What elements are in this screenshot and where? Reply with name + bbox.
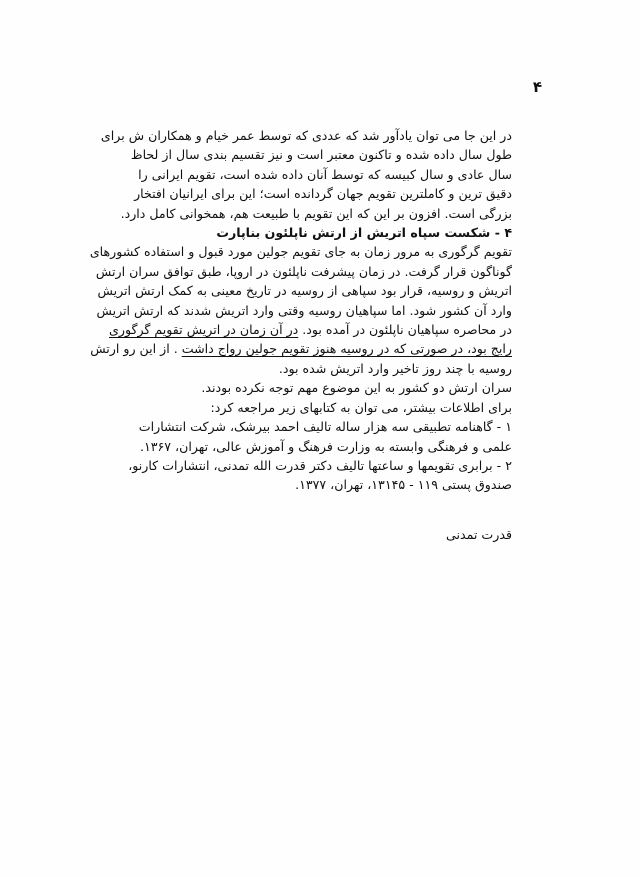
paragraph-line — [109, 320, 512, 339]
reference-item: علمی و فرهنگی وابسته به وزارت فرهنگ و آموزش عالی، تهران، ۱۳۶۷. — [139, 438, 512, 454]
paragraph-line: سال عادی و سال کبیسه که توسط آنان داده شده است، تقویم ایرانی را — [138, 166, 512, 182]
references-intro: برای اطلاعات بیشتر، می توان به کتابهای زیر مراجعه کرد: — [210, 399, 512, 415]
reference-item: ۲ - برابری تقویمها و ساعتها تالیف دکتر قدرت الله تمدنی، انتشارات کارنو، — [128, 457, 512, 473]
paragraph-line: بزرگی است. افزون بر این که این تقویم با طبیعت هم، همخوانی کامل دارد. — [120, 205, 512, 221]
paragraph-line: اتریش و روسیه، قرار بود سپاهی از روسیه در تاریخ معینی به کمک ارتش اتریش — [97, 283, 512, 299]
paragraph-line: تقویم گرگوری به مرور زمان به جای تقویم جولین مورد قبول و استفاده کشورهای — [89, 244, 512, 260]
author-signature: قدرت تمدنی — [446, 526, 512, 542]
paragraph-text: در محاصره سپاهیان ناپلئون در آمده بود. — [302, 322, 512, 338]
paragraph-line: دقیق ترین و کاملترین تقویم جهان گردانده است؛ این برای ایرانیان افتخار — [134, 186, 512, 202]
paragraph-line: روسیه با چند روز تاخیر وارد اتریش شده بود. — [278, 360, 512, 376]
paragraph-line: وارد آن کشور شود. اما سپاهیان روسیه وقتی وارد اتریش شدند که ارتش اتریش — [96, 302, 512, 318]
reference-item: ۱ - گاهنامه تطبیقی سه هزار ساله تالیف احمد بیرشک، شرکت انتشارات — [138, 419, 512, 435]
paragraph-line: سران ارتش دو کشور به این موضوع مهم توجه نکرده بودند. — [201, 380, 512, 396]
reference-item: صندوق پستی ۱۱۹ - ۱۳۱۴۵، تهران، ۱۳۷۷. — [295, 477, 512, 493]
page-number: ۴ — [532, 78, 542, 96]
paragraph-line: گوناگون قرار گرفت. در زمان پیشرفت ناپلئون در اروپا، طبق توافق سران ارتش — [95, 263, 512, 279]
document-body — [89, 126, 512, 544]
underlined-text: رایج بود، در صورتی که در روسیه هنوز تقویم جولین رواج داشت — [181, 341, 512, 357]
paragraph-line: طول سال داده شده و تاکنون معتبر است و نیز تقسیم بندی سال از لحاظ — [130, 147, 512, 163]
paragraph-line: در این جا می توان یادآور شد که عددی که توسط عمر خیام و همکاران ش برای — [100, 128, 512, 143]
paragraph-text: . از این رو ارتش — [90, 341, 178, 357]
paragraph-line — [90, 339, 512, 358]
underlined-text: در آن زمان در اتریش تقویم گرگوری — [109, 322, 299, 338]
section-heading: ۴ - شکست سپاه اتریش از ارتش ناپلئون بناپارت — [216, 225, 512, 241]
